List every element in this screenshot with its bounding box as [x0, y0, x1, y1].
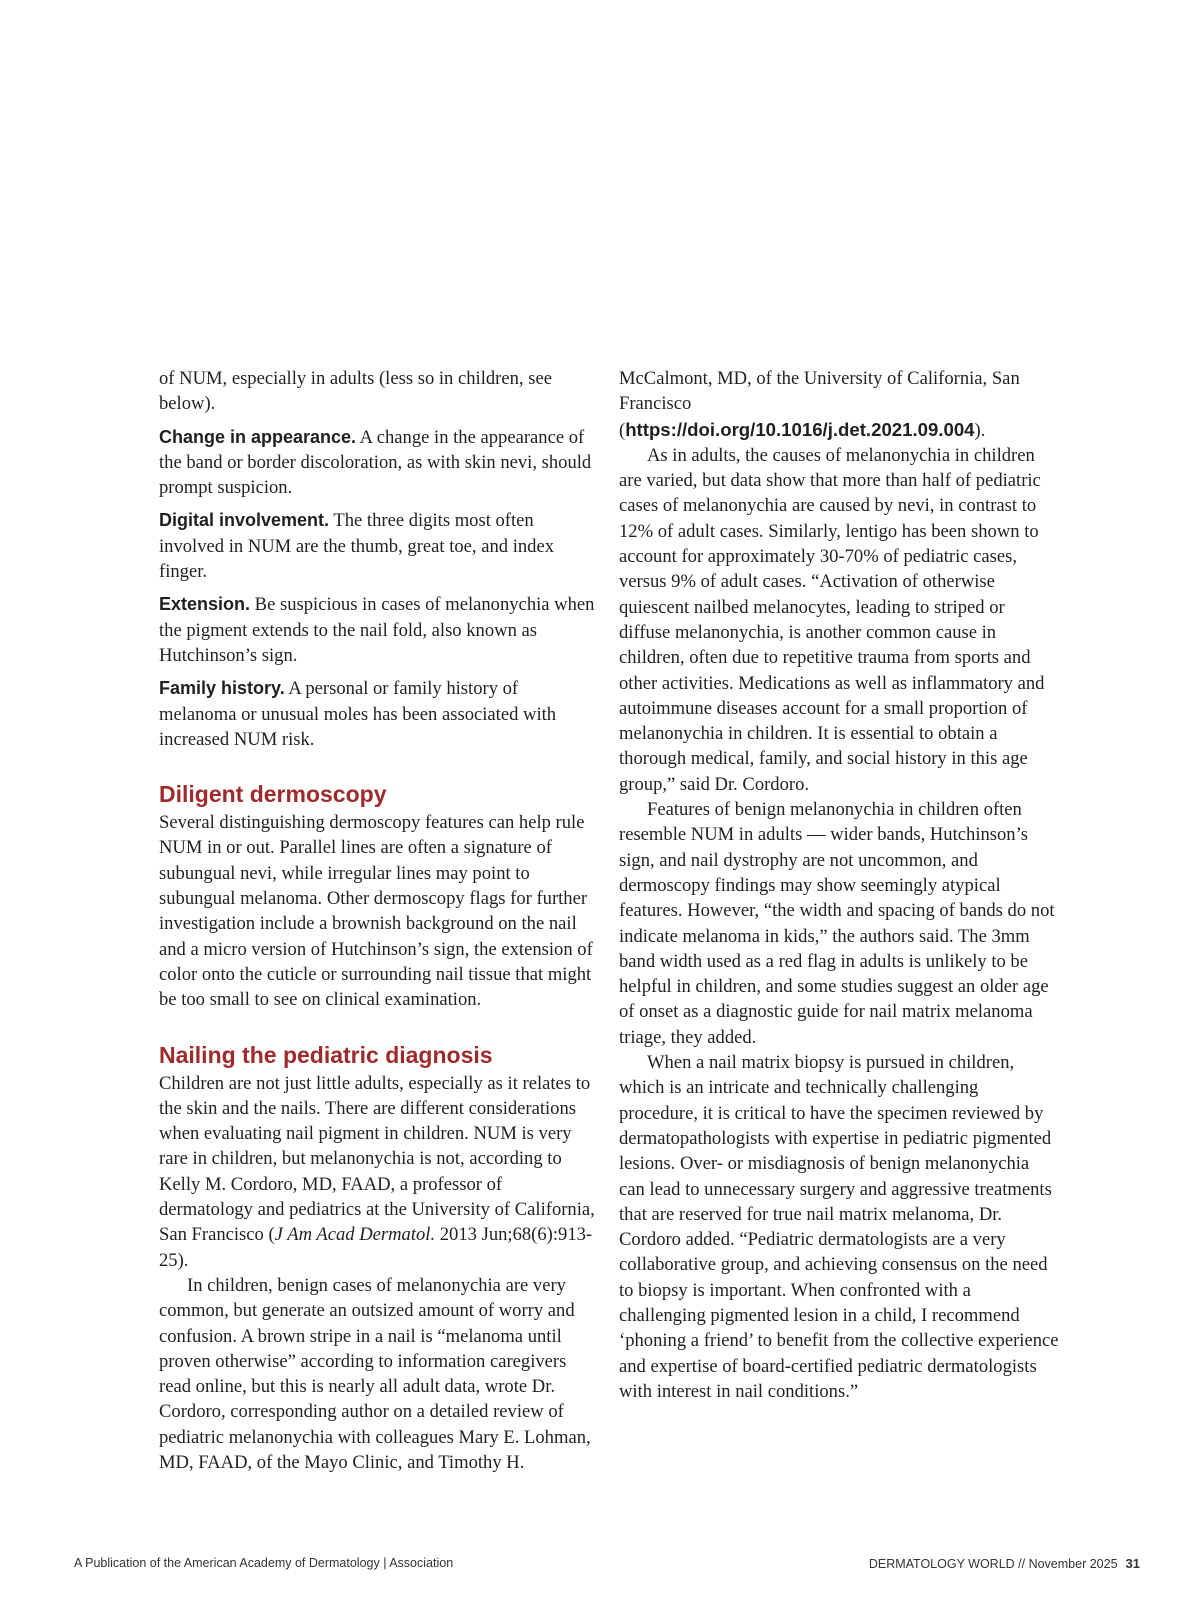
- left-column: [159, 366, 599, 1475]
- bullet-text: The three digits most often involved in NUM are the thumb, great toe, and index finger.: [159, 510, 555, 583]
- footer-publication: A Publication of the American Academy of Dermatology | Association: [74, 1556, 454, 1570]
- mccalmont-end: ).: [974, 419, 986, 441]
- bullet-lead: Digital involvement.: [159, 510, 330, 531]
- bullet-digital-involvement: [159, 508, 599, 584]
- bullet-family-history: [159, 676, 599, 752]
- bullet-lead: Family history.: [159, 678, 285, 699]
- heading-pediatric-diagnosis: Nailing the pediatric diagnosis: [159, 1041, 493, 1068]
- bullet-text: Be suspicious in cases of melanonychia when the pigment extends to the nail fold, also known as Hutchinson’s sign.: [159, 594, 595, 666]
- pediatric-paragraph: [159, 1071, 599, 1273]
- journal-citation: J Am Acad Dermatol.: [274, 1224, 436, 1246]
- right-column: [619, 366, 1059, 1404]
- footer-magazine: [869, 1556, 1140, 1571]
- bullet-lead: Extension.: [159, 594, 251, 615]
- dermoscopy-paragraph: Several distinguishing dermoscopy features can help rule NUM in or out. Parallel lines are often a signature of subungual nevi, while irregular lines may point to subungual melanoma. Other dermoscopy flags for further investigation include a brownish background on the nail and a micro version of Hutchinson’s sign, the extension of color onto the cuticle or surrounding nail tissue that might be too small to see on clinical examination.: [159, 812, 593, 1011]
- bullet-change-in-appearance: [159, 425, 599, 501]
- bullet-text: A personal or family history of melanoma or unusual moles has been associated with increased NUM risk.: [159, 678, 557, 750]
- mccalmont-paragraph: [619, 366, 1059, 443]
- footer-issue: DERMATOLOGY WORLD // November 2025: [868, 1557, 1118, 1571]
- bullet-text: A change in the appearance of the band or border discoloration, as with skin nevi, should prompt suspicion.: [159, 426, 592, 499]
- pediatric-text: Children are not just little adults, especially as it relates to the skin and the nails. There are different considerations when evaluating nail pigment in children. NUM is very rare in children, but melanonychia is not, according to Kelly M. Cordoro, MD, FAAD, a professor of dermatology and pediatrics at the University of California, San Francisco (: [159, 1072, 595, 1246]
- page-number: 31: [1125, 1556, 1140, 1571]
- doi-link[interactable]: https://doi.org/10.1016/j.det.2021.09.004: [625, 418, 975, 440]
- heading-diligent-dermoscopy: Diligent dermoscopy: [159, 781, 387, 808]
- mccalmont-text: McCalmont, MD, of the University of California, San Francisco (: [619, 368, 1020, 441]
- citation-details: 2013 Jun;68(6):913-25).: [159, 1224, 593, 1271]
- biopsy-paragraph: When a nail matrix biopsy is pursued in children, which is an intricate and technically challenging procedure, it is critical to have the specimen reviewed by dermatopathologists with expertise in pediatric pigmented lesions. Over- or misdiagnosis of benign melanonychia can lead to unnecessary surgery and aggressive treatments that are reserved for true nail matrix melanoma, Dr. Cordoro added. “Pediatric dermatologists are a very collaborative group, and achieving consensus on the need to biopsy is important. When confronted with a challenging pigmented lesion in a child, I recommend ‘phoning a friend’ to benefit from the collective experience and expertise of board-certified pediatric dermatologists with interest in nail conditions.”: [619, 1052, 1059, 1402]
- causes-paragraph: As in adults, the causes of melanonychia in children are varied, but data show that more than half of pediatric cases of melanonychia are caused by nevi, in contrast to 12% of adult cases. Similarly, lentigo has been shown to account for approximately 30-70% of pediatric cases, versus 9% of adult cases. “Activation of otherwise quiescent nailbed melanocytes, leading to striped or diffuse melanonychia, is another common cause in children, often due to repetitive trauma from sports and other activities. Medications as well as inflammatory and autoimmune diseases account for a small proportion of melanonychia in children. It is essential to obtain a thorough medical, family, and social history in this age group,” said Dr. Cordoro.: [619, 444, 1045, 795]
- bullet-lead: Change in appearance.: [159, 426, 357, 447]
- bullet-extension: [159, 592, 599, 668]
- features-paragraph: Features of benign melanonychia in children often resemble NUM in adults — wider bands, Hutchinson’s sign, and nail dystrophy are not uncommon, and dermoscopy findings may show seemingly atypical features. However, “the width and spacing of bands do not indicate melanoma in kids,” the authors said. The 3mm band width used as a red flag in adults is unlikely to be helpful in children, and some studies suggest an older age of onset as a diagnostic guide for nail matrix melanoma triage, they added.: [619, 799, 1055, 1048]
- intro-paragraph: of NUM, especially in adults (less so in children, see below).: [159, 368, 552, 415]
- benign-cases-paragraph: In children, benign cases of melanonychia are very common, but generate an outsized amount of worry and confusion. A brown stripe in a nail is “melanoma until proven otherwise” according to information caregivers read online, but this is nearly all adult data, wrote Dr. Cordoro, corresponding author on a detailed review of pediatric melanonychia with colleagues Mary E. Lohman, MD, FAAD, of the Mayo Clinic, and Timothy H.: [159, 1274, 591, 1473]
